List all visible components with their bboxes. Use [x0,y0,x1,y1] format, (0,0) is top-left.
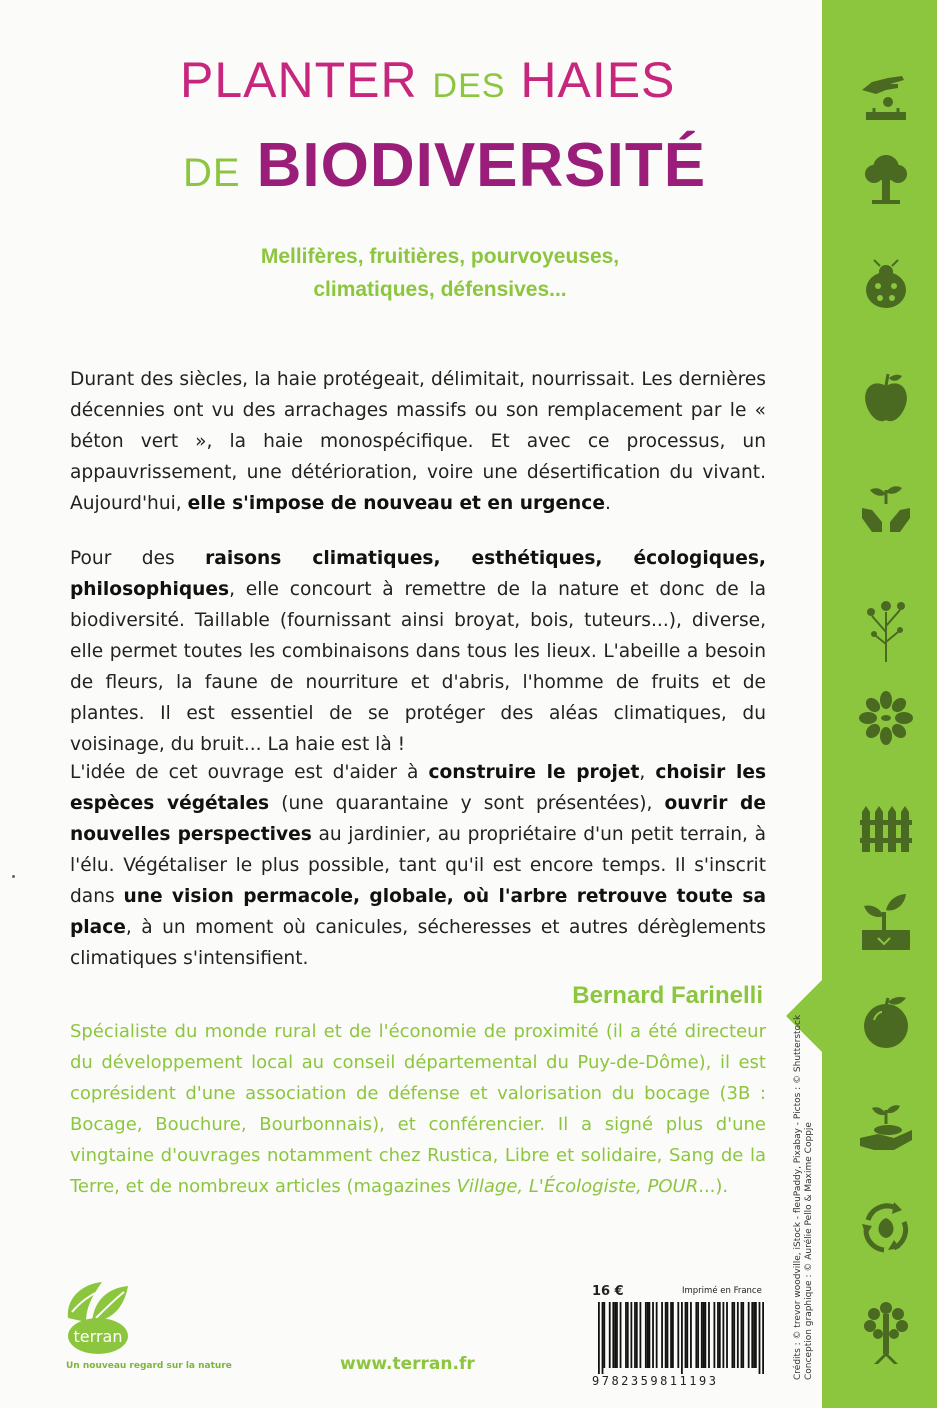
isbn-number: 9782359811193 [592,1374,719,1388]
credits [793,1014,815,1380]
barcode-bar [726,1302,728,1368]
peach-icon [858,994,914,1050]
paragraph-1 [70,364,766,519]
barcode-bar [667,1302,669,1368]
title-planter: PLANTER [180,52,418,108]
barcode-bar [717,1302,719,1368]
p3-text-d: au jardinier, au propriétaire d'un petit terrain, à l'élu. Végétaliser le plus possible, tant qu'il est encore temps. Il s'inscrit dans [70,824,766,907]
title-des: DES [432,67,506,105]
speck [12,875,15,878]
p3-text-b: , [639,762,656,783]
author-bio-magazines: Village, L'Écologiste, POUR [456,1176,699,1197]
title-haies: HAIES [520,52,676,108]
hand-watering-icon [858,1100,914,1156]
barcode-bar [681,1302,683,1374]
barcode-bar [636,1302,638,1368]
author-bio [70,1016,766,1202]
p2-bold: raisons climatiques, esthétiques, écologiques, philosophiques [70,548,766,600]
apple-icon [858,370,914,426]
p2-text-a: Pour des [70,548,206,569]
sprout-soil-icon [858,890,914,952]
subtitle [100,240,780,306]
bee-flower-icon [858,690,914,746]
p3-bold-1: construire le projet [428,762,640,783]
subtitle-line-1: Mellifères, fruitières, pourvoyeuses, [260,245,620,268]
p3-text-c: (une quarantaine y sont présentées), [269,793,665,814]
paragraph-2 [70,543,766,760]
barcode-bar [640,1302,642,1368]
barcode-bar [697,1302,699,1368]
barcode-bar [627,1302,629,1368]
tree-roots-icon [858,1300,914,1366]
barcode-bar [634,1302,636,1368]
barcode-bar [762,1302,764,1374]
barcode-bar [701,1302,703,1368]
printed-in: Imprimé en France [682,1286,762,1296]
publisher-url[interactable]: www.terran.fr [340,1354,475,1374]
barcode-bar [649,1302,651,1368]
wildflower-icon [858,592,914,662]
barcode-bar [742,1302,744,1368]
p3-text-a: L'idée de cet ouvrage est d'aider à [70,762,429,783]
barcode-bar [645,1302,647,1368]
barcode-bar [741,1302,743,1368]
barcode-bar [670,1302,672,1368]
hand-seed-icon [858,68,914,124]
p3-bold-3: ouvrir de nouvelles perspectives [70,793,766,845]
barcode-bar [708,1302,710,1368]
barcode-bar [690,1302,692,1368]
barcode-bar [703,1302,705,1368]
paragraph-3 [70,757,766,974]
credits-line-2: Conception graphique : © Aurélie Pello & Maxime Coppje [804,1122,814,1380]
barcode-bar [603,1302,605,1368]
author-name: Bernard Farinelli [572,982,763,1009]
barcode-bar [665,1302,667,1368]
barcode-bar [748,1302,750,1368]
barcode-bar [753,1302,755,1368]
barcode-bar [719,1302,721,1368]
barcode-bar [652,1302,654,1368]
p1-end: . [604,493,611,514]
p3-bold-4: une vision permacole, globale, où l'arbre retrouve toute sa place [70,886,766,938]
barcode-bar [612,1302,614,1368]
barcode-bar [647,1302,649,1368]
title-line-1 [180,50,675,116]
sidebar-notch [786,980,822,1052]
author-bio-end: ...). [698,1176,729,1197]
barcode-bar [672,1302,674,1368]
barcode-bar [737,1302,739,1368]
barcode-bar [602,1302,604,1374]
p1-text: Durant des siècles, la haie protégeait, délimitait, nourrissait. Les dernières décennies ont vu des arrachages massifs ou son remplacement par le « béton vert », la haie monospécifique. Et avec ce processus, un appauvrissement, une détérioration, voire une désertification du vivant. Aujourd'hui, [70,369,766,514]
ladybug-icon [858,258,914,314]
title-biodiversite: BIODIVERSITÉ [256,131,707,200]
barcode-area [592,1278,768,1388]
barcode-bar [685,1302,687,1368]
barcode-bar [598,1302,600,1374]
barcode-bar [616,1302,618,1368]
barcode-bar [732,1302,734,1368]
barcode-bar [733,1302,735,1368]
title-line-2 [183,133,706,206]
author-bio-text: Spécialiste du monde rural et de l'économie de proximité (il a été directeur du développement local au conseil départemental du Puy-de-Dôme), il est coprésident d'une association de défense et valorisation du bocage (3B : Bocage, Bouchure, Bourbonnais), et conférencier. Il a signé plus d'une vingtaine d'ouvrages notamment chez Rustica, Libre et solidaire, Sang de la Terre, et de nombreux articles (magazines [70,1021,766,1197]
barcode-bar [751,1302,753,1368]
barcode [598,1302,764,1374]
barcode-bar [704,1302,706,1368]
barcode-bar [625,1302,627,1368]
barcode-bar [656,1302,658,1368]
barcode-bar [686,1302,688,1368]
credits-line-1: Crédits : © trevor woodville, iStock - fleuPaddy, Pixabay - Pictos : © Shutterstock [793,1014,803,1380]
barcode-bar [614,1302,616,1368]
barcode-bar [755,1302,757,1368]
barcode-bar [620,1302,622,1368]
logo-text: terran [73,1327,123,1346]
hands-sprout-icon [858,478,914,534]
tree-icon [858,150,914,206]
barcode-bar [630,1302,632,1368]
price: 16 € [592,1284,624,1299]
recycle-leaf-icon [858,1200,914,1256]
barcode-bar [723,1302,725,1368]
title-de: DE [183,151,241,195]
subtitle-line-2: climatiques, défensives... [313,278,567,301]
p3-text-e: , à un moment où canicules, sécheresses et autres dérèglements climatiques s'intensifient. [70,917,766,969]
fence-icon [858,800,914,856]
barcode-bar [713,1302,715,1368]
barcode-bar [695,1302,697,1368]
p2-text-b: , elle concourt à remettre de la nature et donc de la biodiversité. Taillable (fournissant ainsi broyat, bois, tuteurs...), diverse, elle permet toutes les combinaisons dans tous les lieux. L'abeille a besoin de fleurs, la faune de nourriture et d'abris, l'homme de fruits et de plantes. Il est essentiel de se protéger des aléas climatiques, du voisinage, du bruit... La haie est là ! [70,579,766,755]
p3-bold-2: choisir les espèces végétales [70,762,767,814]
barcode-bar [677,1302,679,1368]
p1-bold: elle s'impose de nouveau et en urgence [187,493,605,514]
publisher-tagline: Un nouveau regard sur la nature [66,1361,232,1371]
terran-logo [62,1278,132,1358]
barcode-bar [661,1302,663,1368]
barcode-bar [609,1302,611,1368]
barcode-bar [759,1302,761,1374]
